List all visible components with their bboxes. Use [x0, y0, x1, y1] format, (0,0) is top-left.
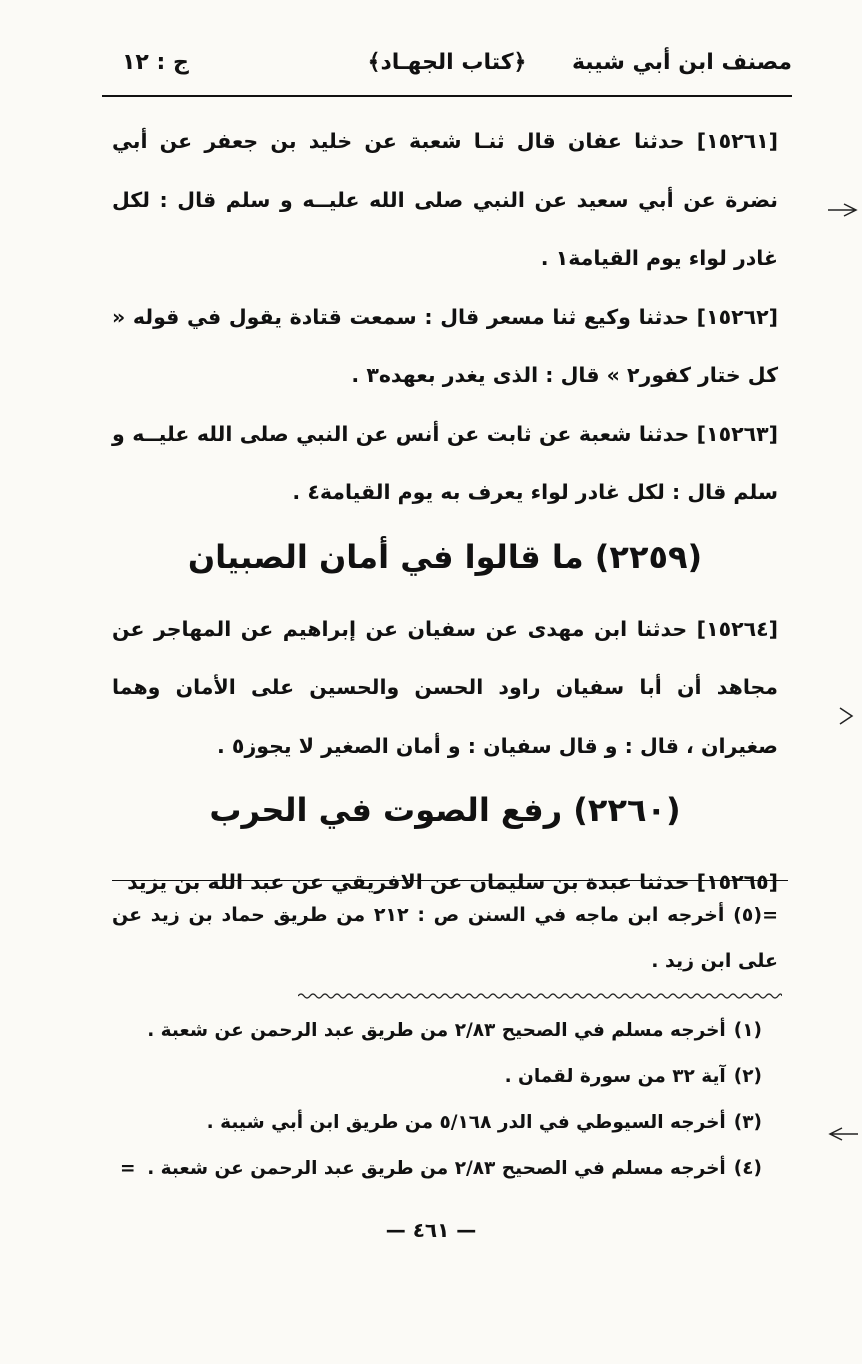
hadith-15263: [١٥٢٦٣] حدثنا شعبة عن ثابت عن أنس عن النبي صلى الله عليــه و سلم قال : لكل غادر لواء يعرف به يوم القيامة٤ .: [112, 421, 778, 504]
footnote-text: آية ٣٢ من سورة لقمان .: [504, 1066, 726, 1087]
footnote-text: أخرجه مسلم في الصحيح ٢/٨٣ من طريق عبد الرحمن عن شعبة .: [147, 1020, 726, 1041]
header-rule: [102, 95, 792, 97]
margin-bracket-mark: [836, 706, 862, 726]
footnote-text: أخرجه السيوطي في الدر ٥/١٦٨ من طريق ابن أبي شيبة .: [206, 1112, 726, 1133]
hadith-15265: [١٥٢٦٥] حدثنا عبدة بن سليمان عن الافريقي عن عبد الله بن يزيد: [127, 870, 778, 894]
footnotes: [112, 1008, 762, 1192]
footnote-1: [112, 1008, 762, 1054]
running-header: [102, 44, 792, 94]
footnote-number: (١): [733, 1020, 762, 1041]
volume-number: ج : ١٢: [122, 50, 189, 75]
hadith-15261: [١٥٢٦١] حدثنا عفان قال ثنـا شعبة عن خليد بن جعفر عن أبي نضرة عن أبي سعيد عن النبي صلى الله عليــه و سلم قال : لكل غادر لواء يوم القيامة١ .: [112, 129, 778, 270]
hadith-15264: [١٥٢٦٤] حدثنا ابن مهدى عن سفيان عن إبراهيم عن المهاجر عن مجاهد أن أبا سفيان راود الحسن والحسين على الأمان وهما صغيران ، قال : و قال سفيان : و أمان الصغير لا يجوز٥ .: [112, 616, 778, 758]
margin-arrow-mark: [826, 1124, 860, 1144]
chapter-title: ﴿كتاب الجهـاد﴾: [367, 50, 527, 75]
continuation-mark: =: [120, 1158, 136, 1179]
footnote-number: (٢): [733, 1066, 762, 1087]
footnote-4: [112, 1146, 762, 1192]
footnote-continued: =(٥) أخرجه ابن ماجه في السنن ص : ٢١٢ من طريق حماد بن زيد عن على ابن زيد .: [112, 904, 778, 972]
section-heading-2260: (٢٢٦٠) رفع الصوت في الحرب: [209, 791, 681, 829]
book-title: مصنف ابن أبي شيبة: [571, 50, 792, 75]
footnote-text: أخرجه مسلم في الصحيح ٢/٨٣ من طريق عبد الرحمن عن شعبة .: [147, 1158, 726, 1179]
main-text: [112, 112, 778, 912]
footnote-rule: [112, 880, 788, 881]
margin-arrow-mark: [826, 200, 860, 220]
page-number: — ٤٦١ —: [385, 1218, 477, 1242]
hadith-15262: [١٥٢٦٢] حدثنا وكيع ثنا مسعر قال : سمعت قتادة يقول في قوله « كل ختار كفور٢ » قال : الذى يغدر بعهده٣ .: [112, 304, 778, 387]
footnote-3: [112, 1100, 762, 1146]
wavy-divider: [298, 992, 782, 1000]
section-heading-2259: (٢٢٥٩) ما قالوا في أمان الصبيان: [187, 537, 703, 576]
footnote-number: (٣): [733, 1112, 762, 1133]
footnote-number: (٤): [733, 1158, 762, 1179]
footnote-2: [112, 1054, 762, 1100]
